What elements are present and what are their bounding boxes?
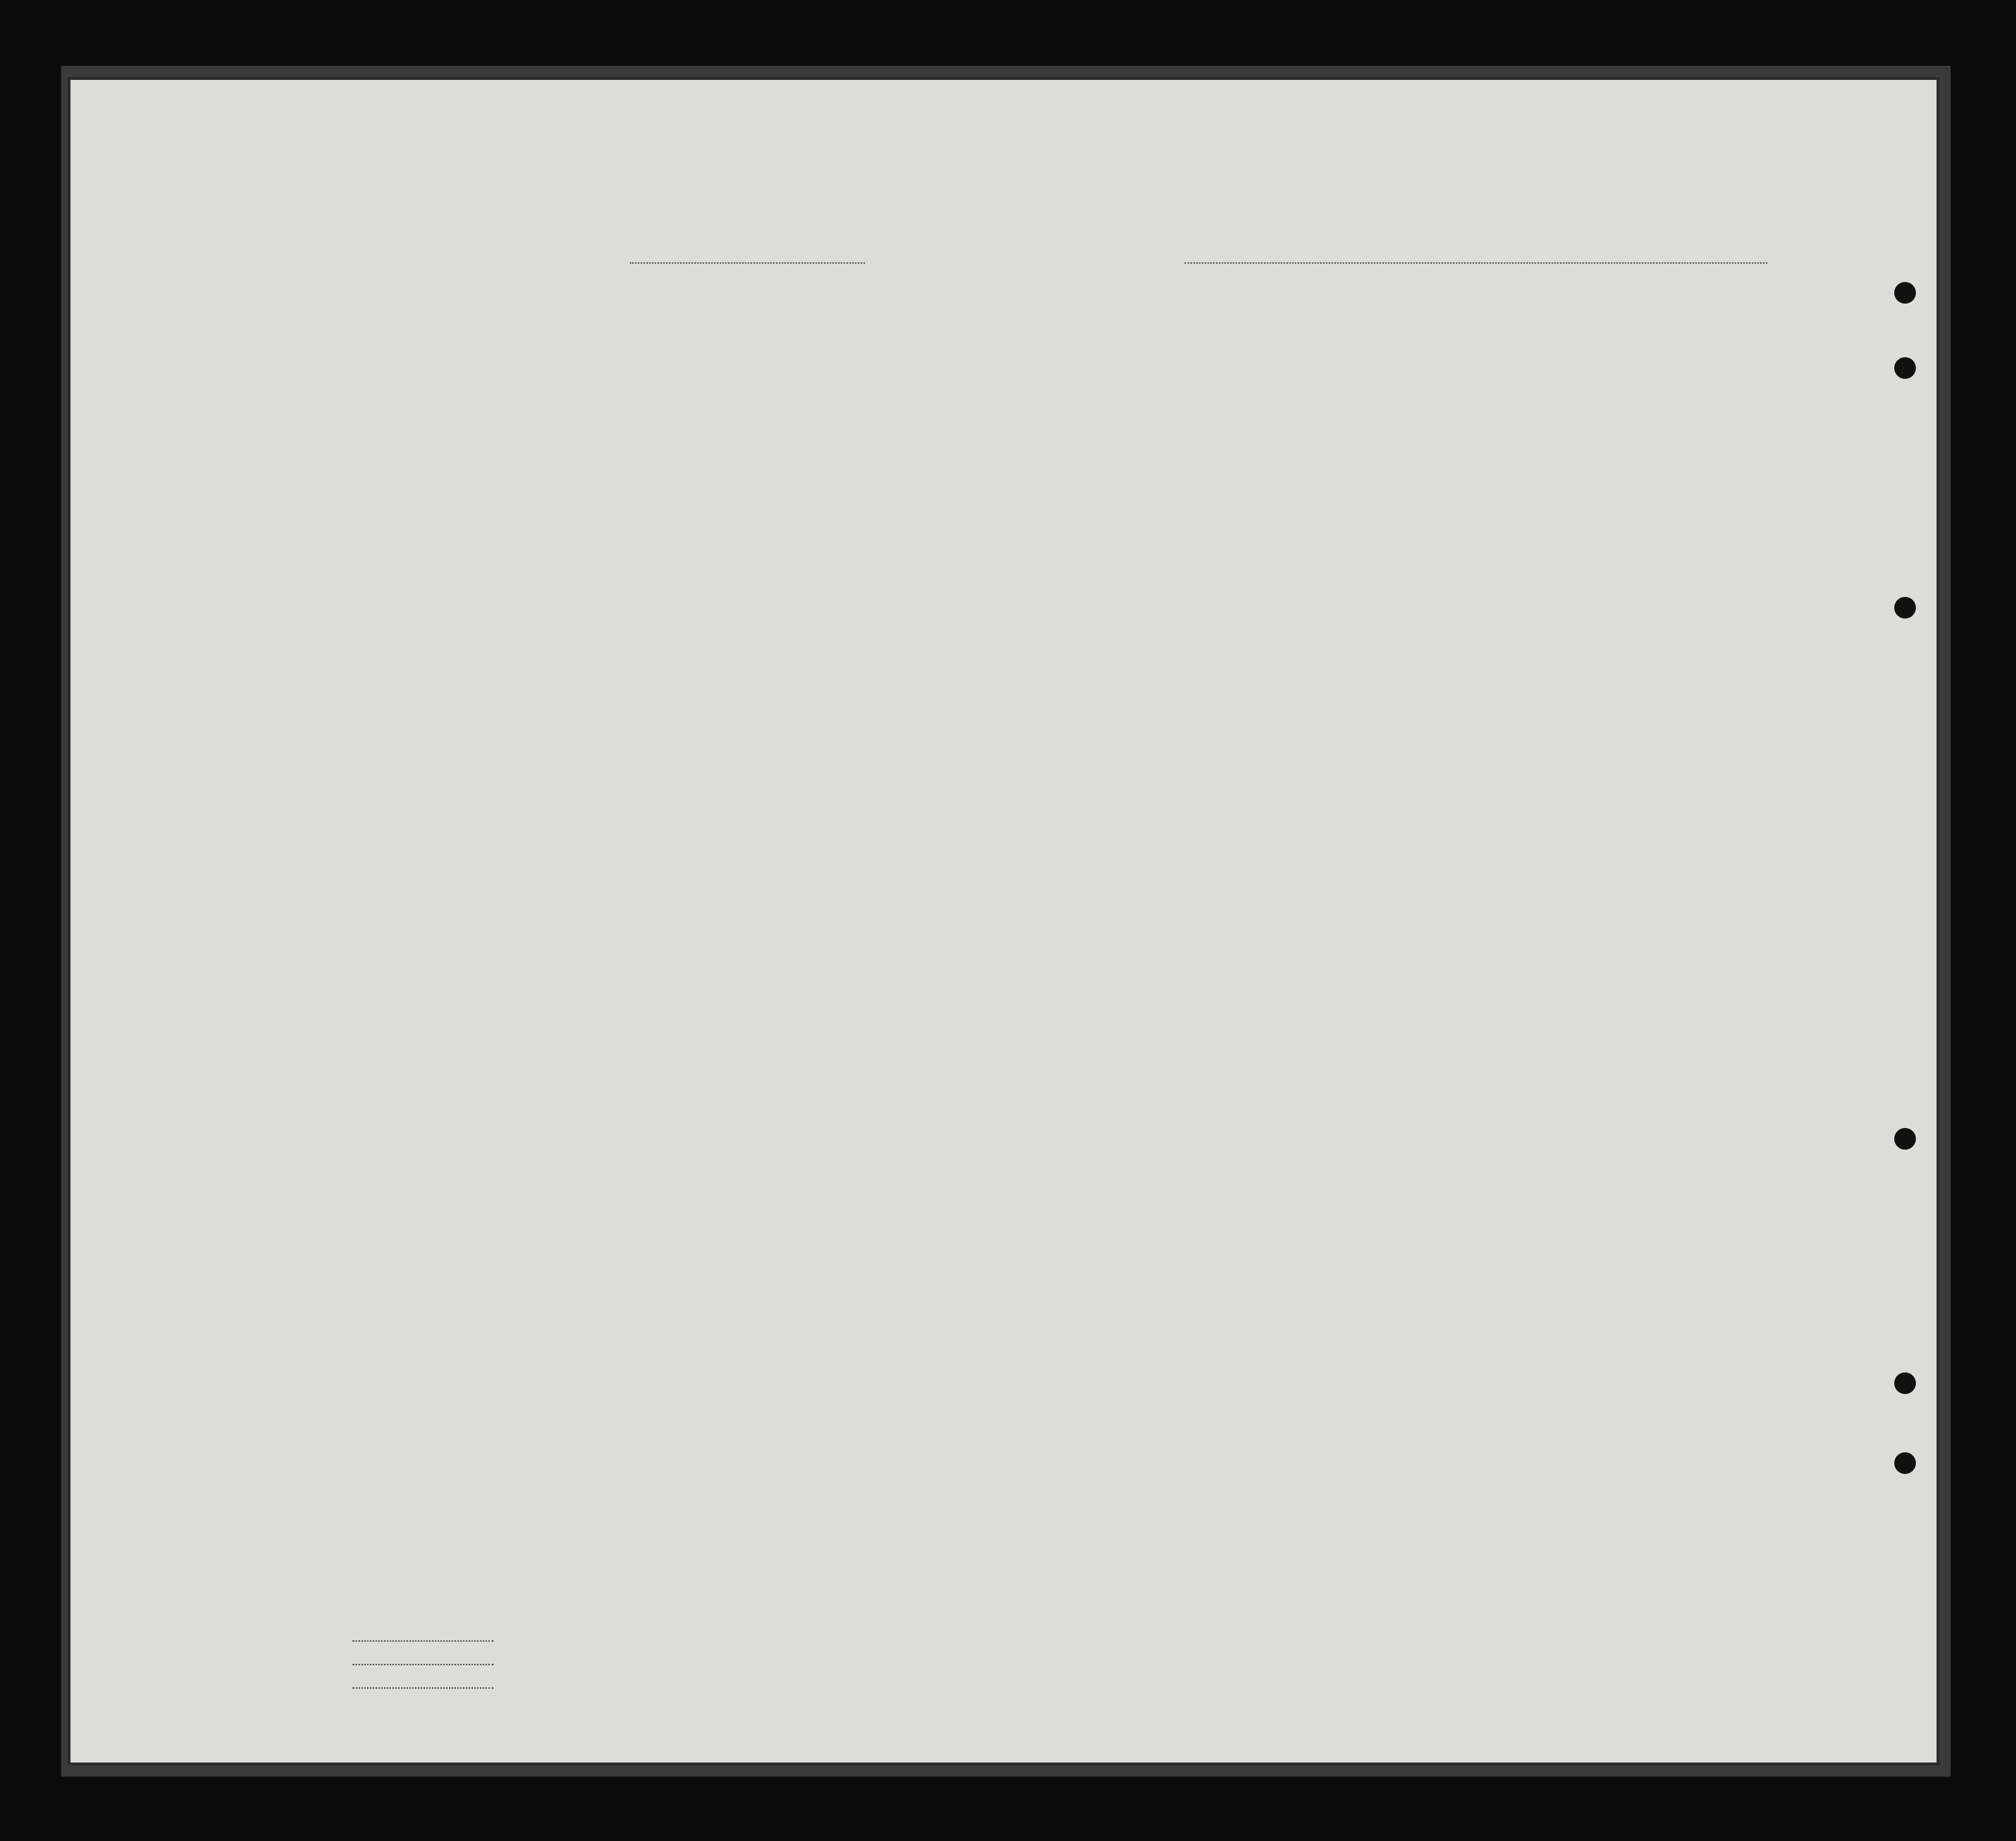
citizens-dotline: [353, 1664, 494, 1665]
ss-dotline: [630, 262, 865, 264]
total-dotline: [353, 1640, 494, 1642]
port-dotline: [1184, 262, 1767, 264]
punch-hole: [1894, 282, 1916, 304]
aliens-dotline: [353, 1687, 494, 1689]
punch-hole: [1894, 597, 1916, 619]
punch-hole: [1894, 1372, 1916, 1394]
punch-hole: [1894, 1128, 1916, 1150]
manifest-sheet: [71, 80, 1937, 1763]
punch-hole: [1894, 357, 1916, 379]
punch-hole: [1894, 1452, 1916, 1474]
